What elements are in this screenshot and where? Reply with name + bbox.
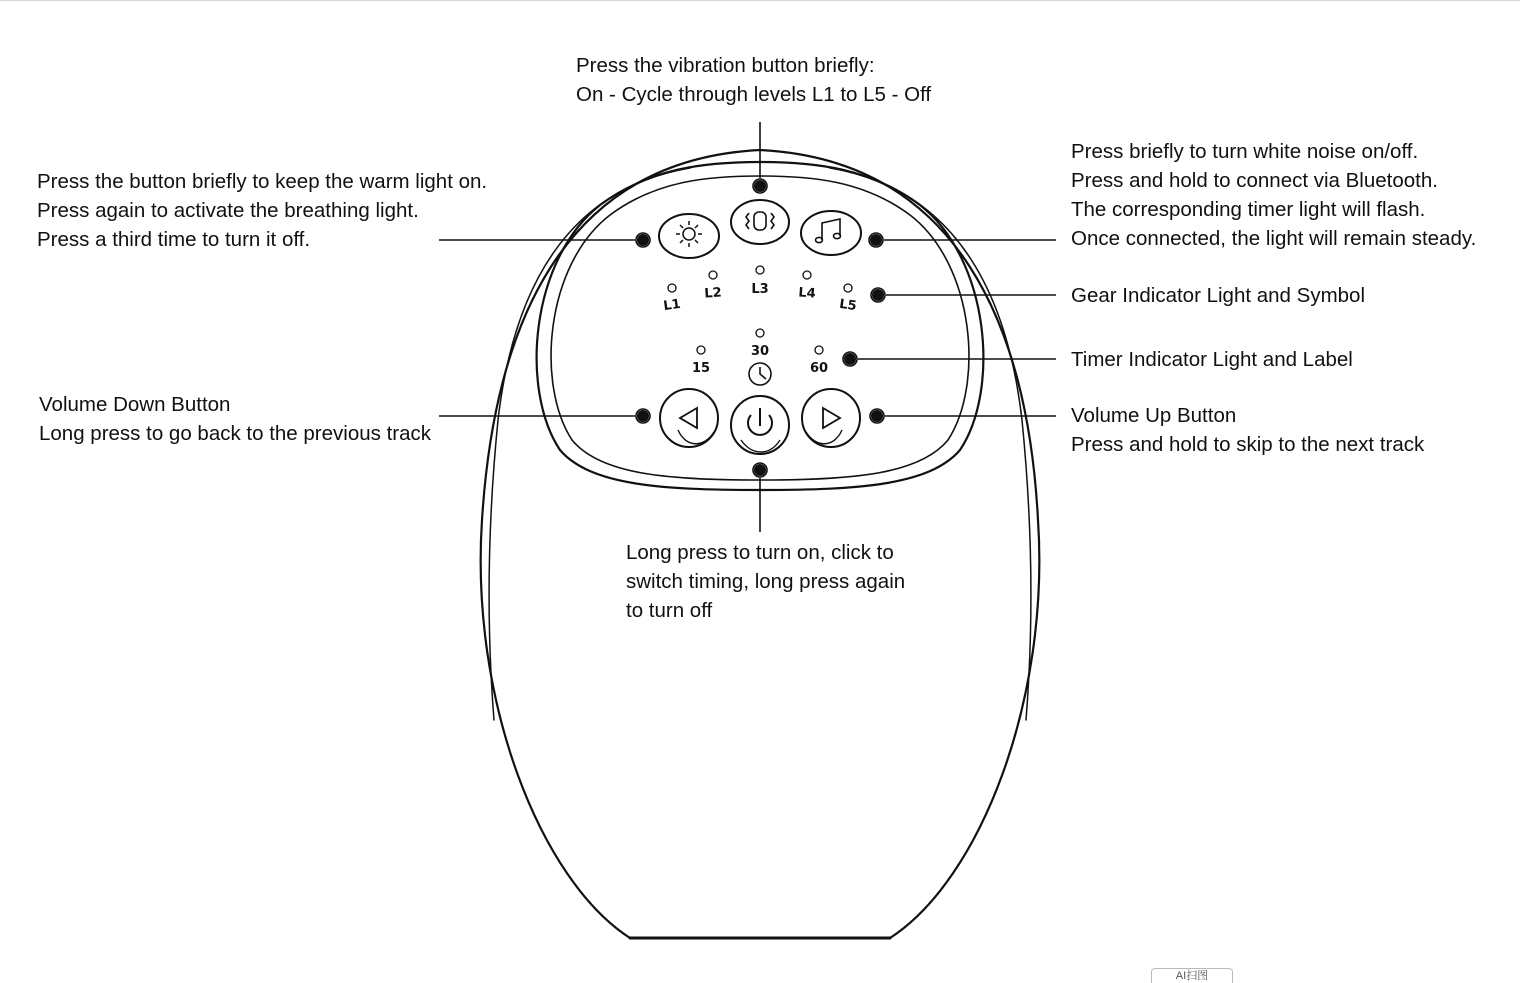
callout-power <box>626 538 905 625</box>
volume-up-button <box>802 389 860 447</box>
volume-down-button <box>660 389 718 447</box>
callout-warm-light-line2: Press again to activate the breathing light. <box>37 199 419 222</box>
callout-white-noise-line3: The corresponding timer light will flash. <box>1071 198 1426 221</box>
white-noise-button <box>801 211 861 255</box>
callout-white-noise <box>1071 137 1476 253</box>
callout-volume-down <box>39 390 431 448</box>
callout-volume-up-line2: Press and hold to skip to the next track <box>1071 433 1425 456</box>
callout-timer-line1: Timer Indicator Light and Label <box>1071 348 1353 371</box>
timer-light-60 <box>815 346 823 354</box>
callout-warm-light <box>37 167 487 254</box>
callout-white-noise-line4: Once connected, the light will remain steady. <box>1071 227 1477 250</box>
callout-vibration <box>576 51 931 109</box>
gear-label-l4: L4 <box>797 285 817 302</box>
timer-light-15 <box>697 346 705 354</box>
callout-volume-down-line1: Volume Down Button <box>39 393 231 416</box>
power-button <box>731 396 789 454</box>
warm-light-button <box>659 214 719 258</box>
gear-light-l5 <box>844 284 852 292</box>
callout-gear-line1: Gear Indicator Light and Symbol <box>1071 284 1365 307</box>
gear-light-l3 <box>756 266 764 274</box>
gear-label-l1: L1 <box>662 296 682 315</box>
ai-scan-tag[interactable] <box>1151 968 1233 983</box>
callout-vibration-line1: Press the vibration button briefly: <box>576 54 875 77</box>
callout-warm-light-line1: Press the button briefly to keep the warm light on. <box>37 170 488 193</box>
clock-icon <box>749 363 771 385</box>
callout-volume-up-line1: Volume Up Button <box>1071 404 1237 427</box>
device-side-right <box>830 168 1031 720</box>
gear-light-l4 <box>803 271 811 279</box>
device-side-left <box>489 168 690 720</box>
callout-vibration-line2: On - Cycle through levels L1 to L5 - Off <box>576 83 932 106</box>
gear-label-l2: L2 <box>703 285 723 302</box>
gear-light-l2 <box>709 271 717 279</box>
callout-volume-up <box>1071 401 1424 459</box>
callout-volume-down-line2: Long press to go back to the previous track <box>39 422 432 445</box>
ai-scan-tag-label: AI扫图 <box>1175 970 1209 982</box>
callout-white-noise-line2: Press and hold to connect via Bluetooth. <box>1071 169 1438 192</box>
callout-white-noise-line1: Press briefly to turn white noise on/off. <box>1071 140 1419 163</box>
vibration-button <box>731 200 789 244</box>
callout-warm-light-line3: Press a third time to turn it off. <box>37 228 311 251</box>
timer-light-30 <box>756 329 764 337</box>
callout-power-line1: Long press to turn on, click to <box>626 541 894 564</box>
callout-power-line2: switch timing, long press again <box>626 570 906 593</box>
callout-power-line3: to turn off <box>626 599 713 622</box>
callout-timer <box>1071 345 1353 374</box>
timer-label-15: 15 <box>691 361 711 376</box>
gear-light-l1 <box>668 284 676 292</box>
gear-label-l3: L3 <box>751 282 769 297</box>
callout-gear <box>1071 281 1365 310</box>
timer-label-60: 60 <box>809 361 829 376</box>
timer-label-30: 30 <box>750 344 770 359</box>
gear-label-l5: L5 <box>838 296 858 315</box>
